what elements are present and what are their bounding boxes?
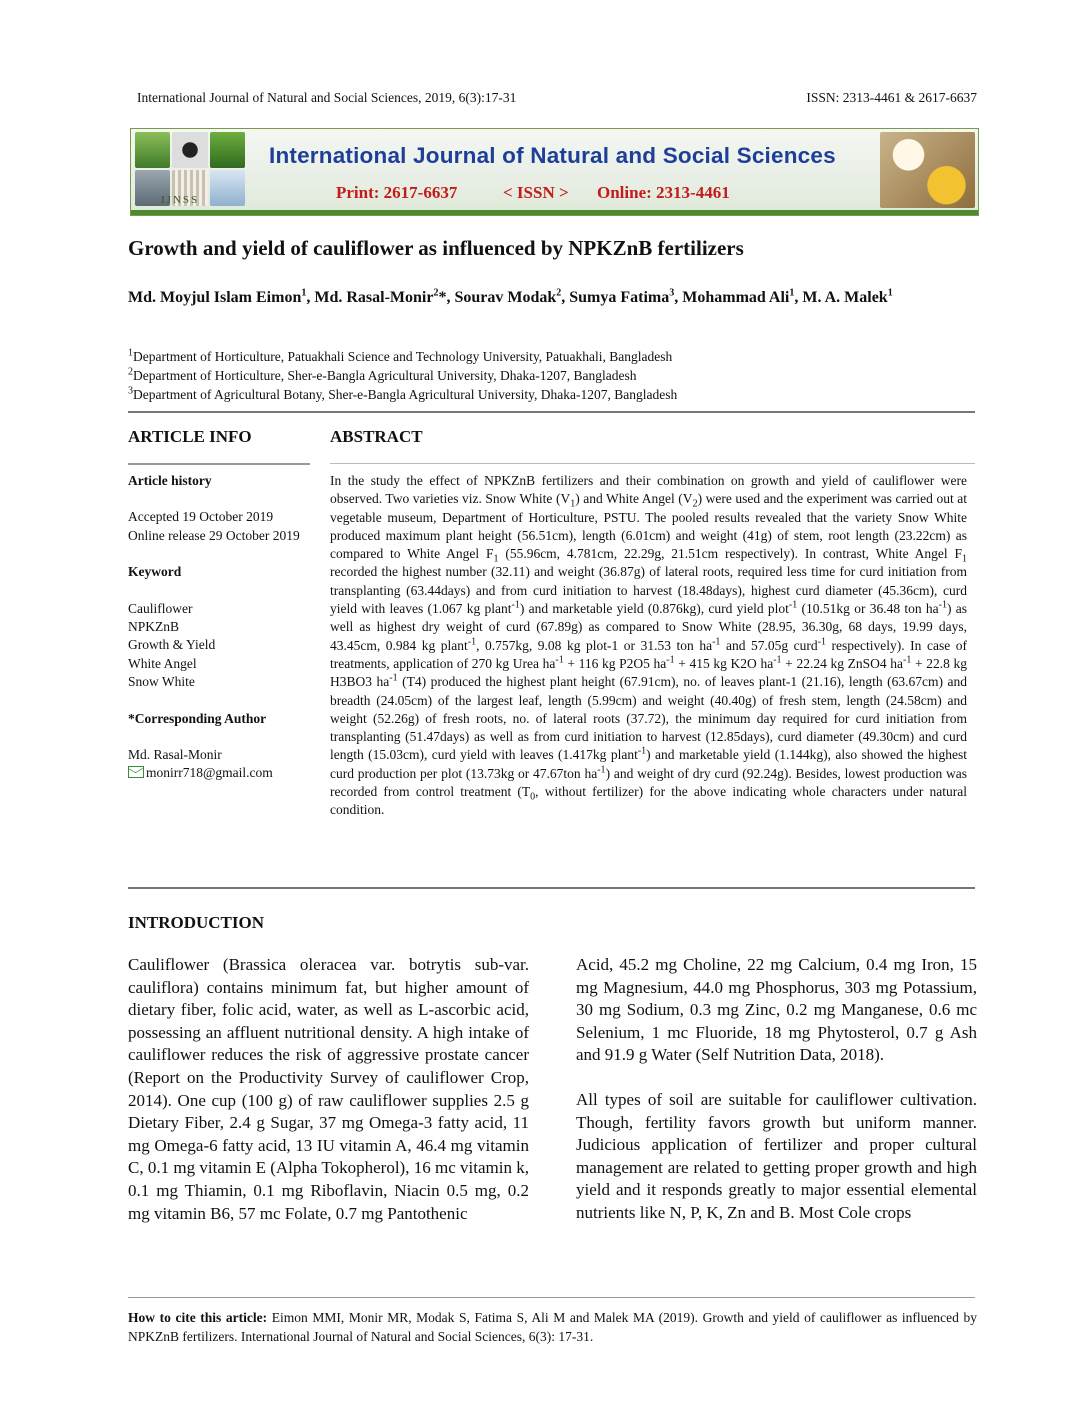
journal-citation: International Journal of Natural and Social Sciences, 2019, 6(3):17-31 — [137, 90, 517, 105]
keyword: Snow White — [128, 674, 195, 690]
affiliation: $^3$Department of Agricultural Botany, Sher-e-Bangla Agricultural University, Dhaka-1207, Bangladesh — [128, 385, 678, 402]
keyword-heading: Keyword — [128, 564, 182, 580]
banner-online-issn: Online: 2313-4461 — [597, 183, 730, 202]
journal-issn: ISSN: 2313-4461 & 2617-6637 — [806, 90, 977, 105]
introduction-heading: INTRODUCTION — [128, 913, 265, 932]
author: Sourav Modak — [454, 289, 557, 306]
banner-strip — [131, 210, 978, 215]
intro-column-right — [576, 954, 977, 1247]
divider — [330, 463, 975, 464]
running-header — [137, 90, 977, 106]
banner-logo-text: IJNSS — [161, 194, 200, 206]
author: Md. Rasal-Monir — [314, 289, 434, 306]
intro-column-left — [128, 954, 529, 1247]
banner-print-issn: Print: 2617-6637 — [336, 183, 458, 202]
online-release-date: Online release 29 October 2019 — [128, 527, 300, 543]
cite-text: Eimon MMI, Monir MR, Modak S, Fatima S, Ali M and Malek MA (2019). Growth and yield of cauliflower as influenced by NPKZnB fertilizers. International Journal of Natural and Social Sciences, 6(3): 17-31. — [128, 1310, 978, 1344]
paper-title: Growth and yield of cauliflower as influenced by NPKZnB fertilizers — [128, 236, 744, 260]
banner-journal-title: International Journal of Natural and Social Sciences — [269, 143, 836, 168]
corresponding-email-link[interactable]: monirr718@gmail.com — [146, 765, 273, 781]
affiliation: $^1$Department of Horticulture, Patuakhali Science and Technology University, Patuakhali, Bangladesh — [128, 347, 673, 364]
affiliations — [128, 347, 677, 404]
divider — [128, 1297, 975, 1298]
author-list: Md. Moyjul Islam Eimon$^1$, Md. Rasal-Monir$^2$*, Sourav Modak$^2$, Sumya Fatima$^3$, Mohammad Ali$^1$, M. A. Malek$^1$ — [128, 287, 893, 306]
intro-paragraph: All types of soil are suitable for cauliflower cultivation. Though, fertility favors growth but uniform manner. Judicious application of fertilizer and proper cultural management are related to getting proper growth and high yield and it responds greatly to major essential elemental nutrients like N, P, K, Zn and B. Most Cole crops — [576, 1089, 977, 1222]
intro-paragraph: Acid, 45.2 mg Choline, 22 mg Calcium, 0.4 mg Iron, 15 mg Magnesium, 44.0 mg Phosphorus, 303 mg Potassium, 30 mg Sodium, 0.3 mg Zinc, 0.2 mg Manganese, 0.6 mc Selenium, 1 mc Fluoride, 18 mg Phytosterol, 0.7 g Ash and 91.9 g Water (Self Nutrition Data, 2018). — [576, 955, 977, 1065]
article-info — [128, 472, 310, 783]
author: Md. Moyjul Islam Eimon — [128, 289, 302, 306]
cite-label: How to cite this article: — [128, 1310, 268, 1325]
journal-banner — [130, 128, 979, 216]
abstract-text: In the study the effect of NPKZnB fertilizers and their combination on growth and yield of cauliflower were observed. Two varieties viz. Snow White $(V_1)$ and White Angel $(V_2)$ were used and the experiment was carried out at vegetable museum, Department of Horticulture, PSTU. The pooled results revealed that the variety Snow White produced maximum plant height (56.51cm), length (6.01cm) and weight (41g) of stem, root length (23.22cm) as compared to White Angel $F_1$ (55.96cm, 4.781cm, 22.29g, 21.51cm respectively). In contrast, White Angel $F_1$ recorded the highest number (32.11) and weight (36.87g) of lateral roots, required less time for curd initiation from transplanting (63.44days) and from curd initiation to harvest (18.48days), highest curd diameter (45.36cm), curd yield with leaves (1.067 kg plant$^{-1}$) and marketable yield (0.876kg), curd yield plot$^{-1}$ (10.51kg or 36.48 ton $ha^{-1}$) as well as highest dry weight of curd (67.89g) as compared to Snow White (28.95, 36.30g, 68 days, 19.99 days, 43.45cm, 0.984 kg plant$^{-1}$, 0.757kg, 9.08 kg plot-1 or 31.53 ton $ha^{-1}$ and 57.05g curd$^{-1}$ respectively). In case of treatments, application of 270 kg Urea $ha^{-1} + 116$ kg P2O5 $ha^{-1} + 415$ kg K2O $ha^{-1} + 22.24$ kg ZnSO4 $ha^{-1} + 22.8$ kg H3BO3 $ha^{-1}$ (T4) produced the highest plant height (67.91cm), no. of leaves plant-1 (21.16), length (63.67cm) and breadth (24.05cm) of the largest leaf, length (5.99cm) and weight (40.40g) of fresh stem, length (24.58cm) and weight (52.26g) of fresh roots, no. of lateral roots (37.72), the minimum day required for curd initiation from transplanting (51.47days) as well as from curd initiation to harvest (12.85days), curd diameter (49.30cm) and curd length (15.03cm), curd yield with leaves (1.417kg plant$^{-1}$) and marketable yield (1.144kg), also showed the highest curd production per plot (13.73kg or 47.67ton $ha^{-1}$) and weight of dry curd (92.24g). Besides, lowest production was recorded from control treatment ($T_0$, without fertilizer) for the above indicating whole characters under natural condition. — [330, 473, 968, 818]
divider — [128, 411, 975, 413]
keyword: NPKZnB — [128, 619, 180, 635]
keyword: Cauliflower — [128, 600, 193, 616]
intro-paragraph: Cauliflower (Brassica oleracea var. botrytis sub-var. cauliflora) contains minimum fat, but higher amount of dietary fiber, folic acid, water, as well as L-ascorbic acid, possessing an affluent nutritional density. A high intake of cauliflower reduces the risk of aggressive prostate cancer (Report on the Productivity Survey of cauliflower Crop, 2014). One cup (100 g) of raw cauliflower supplies 2.5 g Dietary Fiber, 2.4 g Sugar, 37 mg Omega-3 fatty acid, 11 mg Omega-6 fatty acid, 13 IU vitamin A, 46.4 mg vitamin C, 0.1 mg vitamin E (Alpha Tokopherol), 16 mc vitamin k, 0.1 mg Thiamin, 0.1 mg Riboflavin, Niacin 0.5 mg, 0.2 mg vitamin B6, 57 mc Folate, 0.7 mg Pantothenic — [128, 955, 529, 1223]
accepted-date: Accepted 19 October 2019 — [128, 509, 274, 525]
mail-icon — [128, 766, 144, 778]
banner-dairy-photo — [880, 132, 975, 208]
banner-issn-tag: < ISSN > — [503, 183, 569, 202]
keyword: Growth & Yield — [128, 637, 216, 653]
author: Mohammad Ali — [682, 289, 790, 306]
divider — [128, 463, 310, 465]
corresponding-author-heading: *Corresponding Author — [128, 710, 267, 726]
divider — [128, 887, 975, 889]
article-info-heading: ARTICLE INFO — [128, 427, 252, 446]
abstract-heading: ABSTRACT — [330, 427, 423, 446]
affiliation: $^2$Department of Horticulture, Sher-e-Bangla Agricultural University, Dhaka-1207, Bangladesh — [128, 366, 637, 383]
author: M. A. Malek — [802, 289, 888, 306]
author: Sumya Fatima — [569, 289, 670, 306]
how-to-cite — [128, 1309, 977, 1346]
corresponding-author-name: Md. Rasal-Monir — [128, 747, 222, 763]
keyword: White Angel — [128, 655, 197, 671]
article-history-heading: Article history — [128, 473, 212, 488]
